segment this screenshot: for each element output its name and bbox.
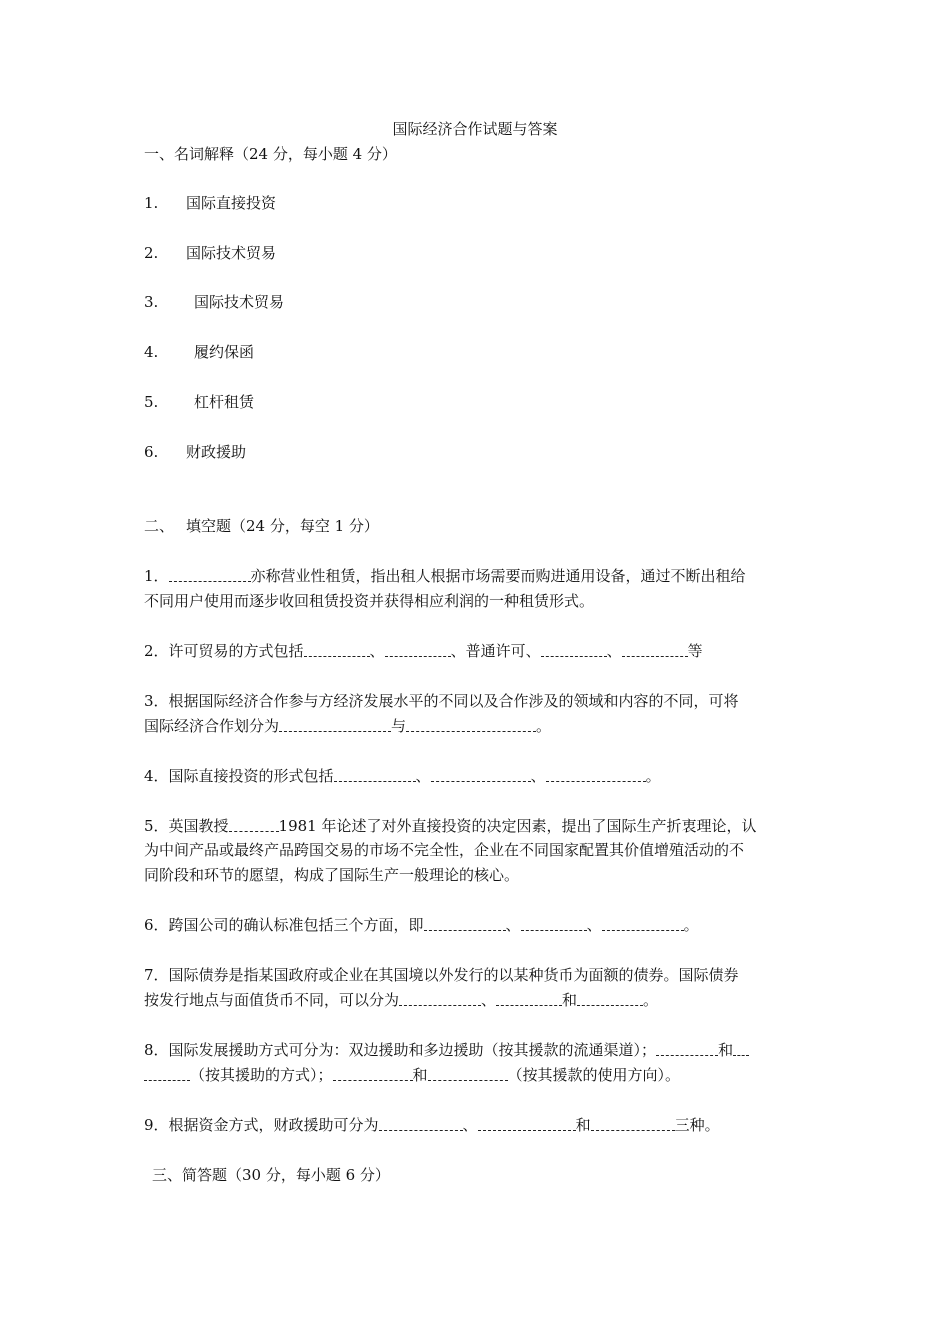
section2-heading bbox=[144, 516, 379, 536]
list-item bbox=[144, 342, 254, 362]
fill-blank[interactable] bbox=[521, 916, 587, 931]
fill-blank[interactable] bbox=[428, 1066, 508, 1081]
question-text: 等 bbox=[687, 642, 703, 660]
fill-blank[interactable] bbox=[229, 817, 279, 832]
section1-heading: 一、名词解释（24 分，每小题 4 分） bbox=[144, 145, 397, 163]
item-text: 杠杆租赁 bbox=[194, 393, 255, 411]
fill-blank[interactable] bbox=[733, 1041, 749, 1056]
item-text: 国际技术贸易 bbox=[194, 293, 285, 311]
list-item bbox=[144, 243, 276, 263]
section2-number: 二、 bbox=[144, 517, 175, 535]
question-text: （按其援助的方式）； bbox=[190, 1066, 333, 1084]
question-5-continued: 同阶段和环节的愿望，构成了国际生产一般理论的核心。 bbox=[144, 866, 520, 884]
question-text: 9．根据资金方式，财政援助可分为 bbox=[144, 1116, 379, 1134]
question-text: 与 bbox=[391, 717, 407, 735]
question-text: 。 bbox=[536, 717, 552, 735]
fill-blank[interactable] bbox=[431, 767, 531, 782]
question-6 bbox=[144, 915, 699, 935]
separator: 、 bbox=[530, 767, 546, 785]
question-3-continued bbox=[144, 716, 551, 736]
document-title: 国际经济合作试题与答案 bbox=[392, 120, 558, 138]
fill-blank[interactable] bbox=[591, 1116, 675, 1131]
fill-blank[interactable] bbox=[656, 1041, 718, 1056]
section3-heading: 三、简答题（30 分，每小题 6 分） bbox=[152, 1166, 390, 1184]
list-item bbox=[144, 193, 276, 213]
question-8-continued bbox=[144, 1065, 680, 1085]
item-text: 国际技术贸易 bbox=[186, 244, 277, 262]
separator: 、 bbox=[369, 642, 385, 660]
item-text: 财政援助 bbox=[186, 443, 247, 461]
question-text: 国际经济合作划分为 bbox=[144, 717, 280, 735]
question-text: 2．许可贸易的方式包括 bbox=[144, 642, 304, 660]
fill-blank[interactable] bbox=[379, 1116, 463, 1131]
question-text: 和 bbox=[412, 1066, 428, 1084]
question-text: 6．跨国公司的确认标准包括三个方面，即 bbox=[144, 916, 424, 934]
question-text: 、普通许可、 bbox=[450, 642, 541, 660]
fill-blank[interactable] bbox=[334, 767, 416, 782]
question-7: 7．国际债券是指某国政府或企业在其国境以外发行的以某种货币为面额的债券。国际债券 bbox=[144, 966, 739, 984]
fill-blank[interactable] bbox=[546, 767, 646, 782]
question-text: 按发行地点与面值货币不同，可以分为 bbox=[144, 991, 400, 1009]
item-number: 2. bbox=[144, 244, 159, 262]
question-2 bbox=[144, 641, 703, 661]
item-number: 3. bbox=[144, 293, 159, 311]
question-1 bbox=[144, 566, 746, 586]
question-8 bbox=[144, 1040, 749, 1060]
question-7-continued bbox=[144, 990, 658, 1010]
separator: 、 bbox=[415, 767, 431, 785]
question-text: 1． bbox=[144, 567, 169, 585]
question-text: 1981 年论述了对外直接投资的决定因素，提出了国际生产折衷理论，认 bbox=[278, 817, 757, 835]
question-text: （按其援款的使用方向）。 bbox=[507, 1066, 681, 1084]
fill-blank[interactable] bbox=[169, 567, 251, 582]
question-text: 。 bbox=[645, 767, 661, 785]
question-text: 和 bbox=[562, 991, 578, 1009]
question-text: 亦称营业性租赁，指出租人根据市场需要而购进通用设备，通过不断出租给 bbox=[250, 567, 746, 585]
question-text: 和 bbox=[718, 1041, 734, 1059]
item-number: 1. bbox=[144, 194, 159, 212]
question-5-continued: 为中间产品或最终产品跨国交易的市场不完全性，企业在不同国家配置其价值增殖活动的不 bbox=[144, 841, 745, 859]
item-number: 5. bbox=[144, 393, 159, 411]
fill-blank[interactable] bbox=[399, 991, 481, 1006]
separator: 、 bbox=[586, 916, 602, 934]
question-3: 3．根据国际经济合作参与方经济发展水平的不同以及合作涉及的领域和内容的不同，可将 bbox=[144, 692, 739, 710]
question-9 bbox=[144, 1115, 720, 1135]
fill-blank[interactable] bbox=[333, 1066, 413, 1081]
question-text: 。 bbox=[643, 991, 659, 1009]
fill-blank[interactable] bbox=[622, 642, 688, 657]
question-text: 8．国际发展援助方式可分为：双边援助和多边援助（按其援款的流通渠道）； bbox=[144, 1041, 657, 1059]
fill-blank[interactable] bbox=[385, 642, 451, 657]
separator: 、 bbox=[505, 916, 521, 934]
question-text: 和 bbox=[575, 1116, 591, 1134]
question-4 bbox=[144, 766, 661, 786]
question-text: 5．英国教授 bbox=[144, 817, 229, 835]
separator: 、 bbox=[481, 991, 497, 1009]
fill-blank[interactable] bbox=[496, 991, 562, 1006]
fill-blank[interactable] bbox=[541, 642, 607, 657]
question-text: 三种。 bbox=[674, 1116, 720, 1134]
question-text: 。 bbox=[683, 916, 699, 934]
list-item bbox=[144, 292, 284, 312]
fill-blank[interactable] bbox=[406, 717, 536, 732]
section2-title: 填空题（24 分，每空 1 分） bbox=[186, 517, 379, 535]
question-1-continued: 不同用户使用而逐步收回租赁投资并获得相应利润的一种租赁形式。 bbox=[144, 592, 595, 610]
fill-blank[interactable] bbox=[577, 991, 643, 1006]
fill-blank[interactable] bbox=[424, 916, 506, 931]
separator: 、 bbox=[462, 1116, 478, 1134]
fill-blank[interactable] bbox=[279, 717, 391, 732]
fill-blank[interactable] bbox=[478, 1116, 576, 1131]
question-text: 4．国际直接投资的形式包括 bbox=[144, 767, 334, 785]
item-text: 履约保函 bbox=[194, 343, 255, 361]
separator: 、 bbox=[606, 642, 622, 660]
list-item bbox=[144, 392, 254, 412]
fill-blank[interactable] bbox=[144, 1066, 190, 1081]
item-number: 6. bbox=[144, 443, 159, 461]
fill-blank[interactable] bbox=[602, 916, 684, 931]
item-number: 4. bbox=[144, 343, 159, 361]
list-item bbox=[144, 442, 246, 462]
fill-blank[interactable] bbox=[304, 642, 370, 657]
item-text: 国际直接投资 bbox=[186, 194, 277, 212]
question-5 bbox=[144, 816, 757, 836]
